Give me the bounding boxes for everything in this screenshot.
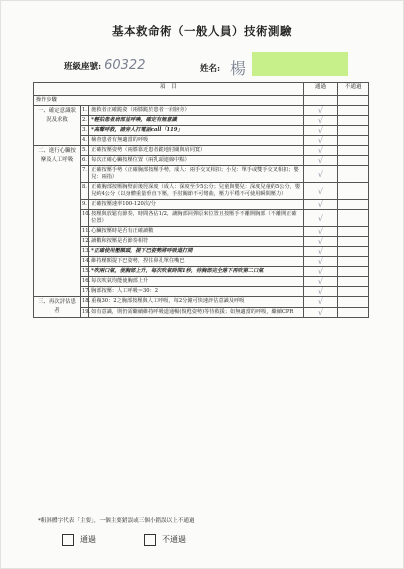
pass-option-label: 通過 bbox=[80, 535, 96, 544]
checklist-table bbox=[33, 82, 369, 318]
fail-option-label: 不通過 bbox=[162, 535, 186, 544]
row-text: *高聲呼救，請旁人打電話call「119」 bbox=[89, 126, 303, 136]
check-mark: √ bbox=[303, 307, 338, 318]
table-row: 19. 如有意識，則仍需繼續維持呼吸道通暢(復甦姿勢)等待救援；如無適當的呼吸，繼續CPR √ bbox=[34, 307, 369, 318]
table-row: 14. 維持壓額提下巴姿勢，捏住鼻孔單住嘴巴 √ bbox=[34, 257, 369, 267]
form-title: 基本救命術（一般人員）技術測驗 bbox=[112, 24, 292, 38]
table-row: 3. *高聲呼救，請旁人打電話call「119」 √ bbox=[34, 126, 369, 136]
check-mark: √ bbox=[303, 227, 338, 237]
check-mark: √ bbox=[303, 156, 338, 166]
check-mark: √ bbox=[303, 257, 338, 267]
pass-checkbox[interactable] bbox=[62, 534, 74, 546]
row-text: 正確胸部按壓胸壁前後徑深度（成人：深度至少5公分；兒童與嬰兒：深度兒童約5公分，嬰兒約4公分（以身體重量垂直下壓，手肘關節不可彎曲，壓力平穩不可使用瞬間壓力） bbox=[89, 183, 303, 200]
row-text: 正確按壓手勢（正確胸部按壓手勢，成人：兩手交叉相扣；小兒：單手或雙手交叉相扣；嬰兒：兩指） bbox=[89, 166, 303, 183]
check-mark: √ bbox=[303, 297, 338, 308]
row-text: 施救者正確跪姿（兩膝跪於患者一肩膀旁） bbox=[89, 106, 303, 116]
fail-option[interactable] bbox=[144, 534, 186, 546]
steps-row bbox=[34, 96, 369, 106]
table-row: 9. 正確按壓速率100-120次/分 √ bbox=[34, 200, 369, 210]
fail-checkbox[interactable] bbox=[144, 534, 156, 546]
check-mark: √ bbox=[303, 136, 338, 146]
row-text: 讀數和按壓是否節奏相符 bbox=[89, 237, 303, 247]
row-text: 重複30：2之胸部按壓與人工呼吸，每2分鐘可快速評估意識及呼吸 bbox=[89, 297, 303, 308]
table-row: 6. 每次正確心臟按壓位置（兩乳頭連線中點） √ bbox=[34, 156, 369, 166]
check-mark: √ bbox=[303, 287, 338, 297]
row-text: 如有意識，則仍需繼續維持呼吸道通暢(復甦姿勢)等待救援；如無適當的呼吸，繼續CPR bbox=[89, 307, 303, 318]
section-label: 三、再次評估患者 bbox=[34, 297, 81, 318]
item-header: 項 目 bbox=[34, 83, 304, 96]
row-text: 胸部按壓：人工呼吸＝30：2 bbox=[89, 287, 303, 297]
table-row: 13. *正確使用壓額頭，提下巴姿勢將呼吸道打開 √ bbox=[34, 247, 369, 257]
check-mark: √ bbox=[303, 106, 338, 116]
table-row: 二、進行心臟按摩及人工呼吸 5. 正確按壓姿勢（兩膝靠近患者跪地肘關與肩同寬） √ bbox=[34, 146, 369, 156]
row-text: 每次吹氣均能使胸部上升 bbox=[89, 277, 303, 287]
row-text: *正確使用壓額頭，提下巴姿勢將呼吸道打開 bbox=[89, 247, 303, 257]
class-seat-field bbox=[64, 58, 145, 73]
check-mark: √ bbox=[303, 277, 338, 287]
name-value: 楊 bbox=[230, 59, 247, 78]
table-row: 10. 按壓與放鬆有節奏，時間各佔1/2，讓胸部回彈原來位置且按壓手不離開胸部（不離開正確位置） √ bbox=[34, 210, 369, 227]
check-mark: √ bbox=[303, 267, 338, 277]
row-text: 正確按壓速率100-120次/分 bbox=[89, 200, 303, 210]
check-mark: √ bbox=[303, 116, 338, 126]
check-mark: √ bbox=[303, 146, 338, 156]
table-row: 7. 正確按壓手勢（正確胸部按壓手勢，成人：兩手交叉相扣；小兒：單手或雙手交叉相扣；嬰兒：兩指） √ bbox=[34, 166, 369, 183]
table-row: 17. 胸部按壓：人工呼吸＝30：2 √ bbox=[34, 287, 369, 297]
class-seat-value: 60322 bbox=[104, 58, 146, 73]
table-row: 4. 檢查患者有無適當的呼吸 √ bbox=[34, 136, 369, 146]
table-header bbox=[34, 83, 369, 96]
pass-header: 通過 bbox=[303, 83, 338, 96]
table-row: 12. 讀數和按壓是否節奏相符 √ bbox=[34, 237, 369, 247]
name-label: 姓名: bbox=[200, 64, 221, 74]
row-text: 每次正確心臟按壓位置（兩乳頭連線中點） bbox=[89, 156, 303, 166]
check-mark: √ bbox=[303, 210, 338, 227]
pass-option[interactable] bbox=[62, 534, 96, 546]
table-row: 8. 正確胸部按壓胸壁前後徑深度（成人：深度至少5公分；兒童與嬰兒：深度兒童約5公分，嬰兒約4公分（以身體重量垂直下壓，手肘關節不可彎曲，壓力平穩不可使用瞬間壓力） √ bbox=[34, 183, 369, 200]
check-mark: √ bbox=[303, 183, 338, 200]
table-row: 三、再次評估患者 18. 重複30：2之胸部按壓與人工呼吸，每2分鐘可快速評估意識及呼吸 √ bbox=[34, 297, 369, 308]
steps-label: 操作步驟 bbox=[34, 96, 304, 106]
name-redaction-highlight bbox=[252, 52, 348, 76]
section-label: 一、確定意識狀況及求救 bbox=[34, 106, 81, 146]
check-mark: √ bbox=[303, 247, 338, 257]
row-text: 檢查患者有無適當的呼吸 bbox=[89, 136, 303, 146]
row-text: 按壓與放鬆有節奏，時間各佔1/2，讓胸部回彈原來位置且按壓手不離開胸部（不離開正確位置） bbox=[89, 210, 303, 227]
footnote: *粗斜體字代表「主要」，一個主要錯誤或三個小錯誤以上不通過 bbox=[38, 518, 195, 524]
row-text: *吹兩口氣，使胸部上升，每次吹氣時間1秒，待胸部完全落下再吹第二口氣 bbox=[89, 267, 303, 277]
table-row: 2. *輕拍患者肩部並呼喚，確定有無意識 √ bbox=[34, 116, 369, 126]
row-text: 維持壓額提下巴姿勢，捏住鼻孔單住嘴巴 bbox=[89, 257, 303, 267]
check-mark: √ bbox=[303, 126, 338, 136]
class-seat-label: 班級座號: bbox=[64, 62, 102, 72]
row-text: 心臟按壓時是否有正確讀數 bbox=[89, 227, 303, 237]
row-text: 正確按壓姿勢（兩膝靠近患者跪地肘關與肩同寬） bbox=[89, 146, 303, 156]
table-row: 11. 心臟按壓時是否有正確讀數 √ bbox=[34, 227, 369, 237]
fail-header: 不通過 bbox=[338, 83, 369, 96]
row-text: *輕拍患者肩部並呼喚，確定有無意識 bbox=[89, 116, 303, 126]
table-row: 16. 每次吹氣均能使胸部上升 √ bbox=[34, 277, 369, 287]
table-row: 15. *吹兩口氣，使胸部上升，每次吹氣時間1秒，待胸部完全落下再吹第二口氣 √ bbox=[34, 267, 369, 277]
table-row: 一、確定意識狀況及求救 1. 施救者正確跪姿（兩膝跪於患者一肩膀旁） √ bbox=[34, 106, 369, 116]
section-label: 二、進行心臟按摩及人工呼吸 bbox=[34, 146, 81, 297]
check-mark: √ bbox=[303, 166, 338, 183]
check-mark: √ bbox=[303, 237, 338, 247]
check-mark: √ bbox=[303, 200, 338, 210]
